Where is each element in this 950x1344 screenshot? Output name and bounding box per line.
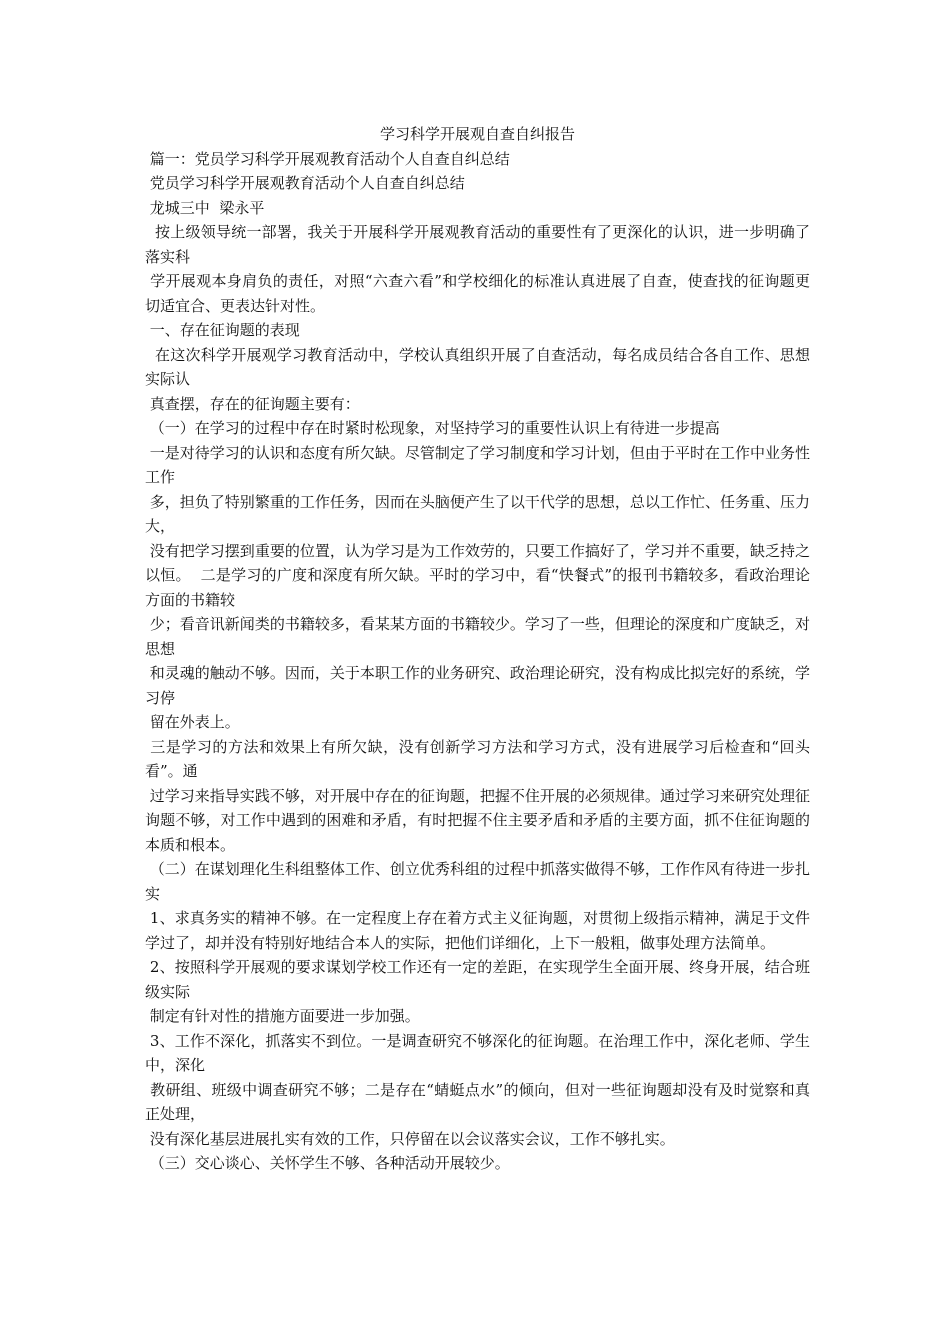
paragraph: 篇一：党员学习科学开展观教育活动个人自查自纠总结 — [145, 149, 510, 168]
paragraph: 真查摆，存在的征询题主要有： — [145, 394, 360, 413]
paragraph: 学开展观本身肩负的责任，对照“六查六看”和学校细化的标准认真进展了自查，使查找的征询题更切适宜合、更表达针对性。 — [145, 272, 810, 315]
paragraph: 1、求真务实的精神不够。在一定程度上存在着方式主义征询题，对贯彻上级指示精神，满足于文件学过了，却并没有特别好地结合本人的实际，把他们详细化，上下一般粗，做事处理方法简单。 — [145, 909, 810, 952]
paragraph: 党员学习科学开展观教育活动个人自查自纠总结 — [145, 174, 465, 192]
document-body — [145, 147, 810, 1176]
paragraph: 过学习来指导实践不够，对开展中存在的征询题，把握不住开展的必须规律。通过学习来研究处理征询题不够，对工作中遇到的困难和矛盾，有时把握不住主要矛盾和矛盾的主要方面，抓不住征询题的本质和根本。 — [145, 786, 810, 854]
paragraph: 按上级领导统一部署，我关于开展科学开展观教育活动的重要性有了更深化的认识，进一步明确了落实科 — [145, 223, 810, 266]
paragraph: （三）交心谈心、关怀学生不够、各种活动开展较少。 — [145, 1154, 510, 1172]
paragraph: 没有把学习摆到重要的位置，认为学习是为工作效劳的，只要工作搞好了，学习并不重要，缺乏持之以恒。 二是学习的广度和深度有所欠缺。平时的学习中，看“快餐式”的报刊书籍较多，看政治理论方面的书籍较 — [145, 541, 810, 609]
paragraph: 三是学习的方法和效果上有所欠缺，没有创新学习方法和学习方式，没有进展学习后检查和“回头看”。通 — [145, 737, 810, 780]
paragraph: 龙城三中 梁永平 — [145, 198, 265, 217]
document-page — [145, 122, 810, 1176]
paragraph: 一是对待学习的认识和态度有所欠缺。尽管制定了学习制度和学习计划，但由于平时在工作中业务性工作 — [145, 443, 810, 486]
paragraph: 一、存在征询题的表现 — [145, 321, 300, 339]
paragraph: 2、按照科学开展观的要求谋划学校工作还有一定的差距，在实现学生全面开展、终身开展，结合班级实际 — [145, 958, 810, 1001]
paragraph: 在这次科学开展观学习教育活动中，学校认真组织开展了自查活动，每名成员结合各自工作、思想实际认 — [145, 345, 810, 388]
paragraph: 留在外表上。 — [145, 713, 240, 731]
paragraph: 制定有针对性的措施方面要进一步加强。 — [145, 1007, 420, 1025]
paragraph: 多，担负了特别繁重的工作任务，因而在头脑便产生了以干代学的思想，总以工作忙、任务重、压力大， — [145, 492, 810, 535]
paragraph: 教研组、班级中调查研究不够；二是存在“蜻蜓点水”的倾向，但对一些征询题却没有及时觉察和真正处理， — [145, 1080, 810, 1123]
document-title: 学习科学开展观自查自纠报告 — [379, 125, 575, 143]
paragraph: 少；看音讯新闻类的书籍较多，看某某方面的书籍较少。学习了一些，但理论的深度和广度缺乏，对思想 — [145, 615, 810, 658]
paragraph: 和灵魂的触动不够。因而，关于本职工作的业务研究、政治理论研究，没有构成比拟完好的系统，学习停 — [145, 664, 810, 707]
paragraph: 没有深化基层进展扎实有效的工作，只停留在以会议落实会议，工作不够扎实。 — [145, 1129, 675, 1148]
paragraph: 3、工作不深化，抓落实不到位。一是调查研究不够深化的征询题。在治理工作中，深化老师、学生中，深化 — [145, 1031, 810, 1074]
paragraph: （二）在谋划理化生科组整体工作、创立优秀科组的过程中抓落实做得不够，工作作风有待进一步扎实 — [145, 860, 810, 903]
paragraph: （一）在学习的过程中存在时紧时松现象，对坚持学习的重要性认识上有待进一步提高 — [145, 419, 720, 437]
